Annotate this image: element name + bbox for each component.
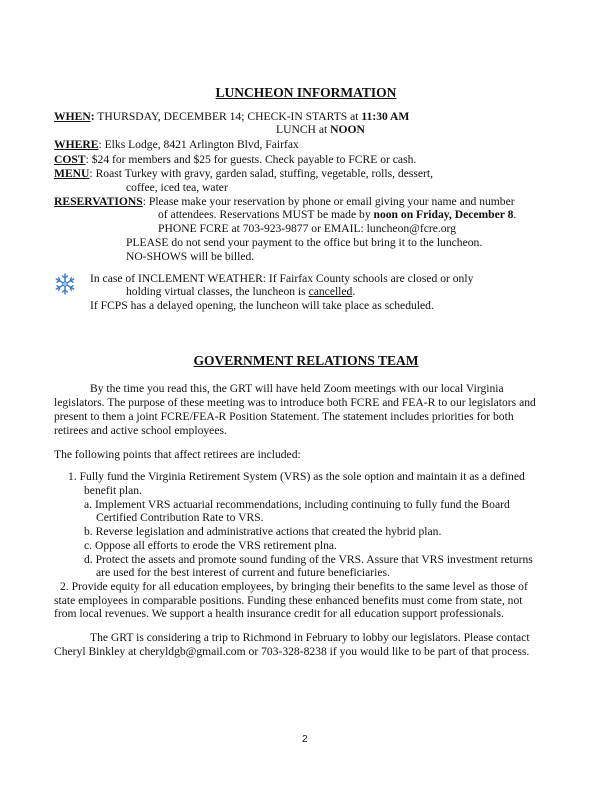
where-line: WHERE: Elks Lodge, 8421 Arlington Blvd, Fairfax xyxy=(54,138,299,151)
luncheon-heading: LUNCHEON INFORMATION xyxy=(215,85,397,100)
reservations-payment-note: PLEASE do not send your payment to the office but bring it to the luncheon. xyxy=(126,236,483,249)
snowflake-icon xyxy=(54,273,76,295)
when-text: THURSDAY, DECEMBER 14; CHECK-IN STARTS at xyxy=(97,110,362,123)
grt-para1-line1: By the time you read this, the GRT will have held Zoom meetings with our local Virginia xyxy=(90,382,504,395)
grt-para1-line3: present to them a joint FCRE/FEA-R Position Statement. The statement includes priorities for both xyxy=(54,410,514,423)
menu-line: MENU: Roast Turkey with gravy, garden salad, stuffing, vegetable, rolls, dessert, xyxy=(54,167,434,180)
weather-line-2 xyxy=(126,285,355,298)
lunch-text: LUNCH at xyxy=(276,123,331,136)
where-label: WHERE xyxy=(54,138,99,151)
cancelled-text: cancelled xyxy=(308,285,353,298)
weather-line2-text: holding virtual classes, the luncheon is xyxy=(126,285,309,298)
menu-label: MENU xyxy=(54,167,90,180)
lunch-time: NOON xyxy=(330,123,365,136)
when-label: WHEN xyxy=(54,110,91,123)
grt-last-line1: The GRT is considering a trip to Richmond in February to lobby our legislators. Please contact xyxy=(90,631,530,644)
points-intro: The following points that affect retirees are included: xyxy=(54,448,301,461)
item1-line2: benefit plan. xyxy=(84,484,142,497)
menu-line-2: coffee, iced tea, water xyxy=(126,181,228,194)
reservations-label: RESERVATIONS xyxy=(54,195,143,208)
checkin-time: 11:30 AM xyxy=(361,110,410,123)
lunch-time-line xyxy=(276,123,365,136)
sub-d-line1: d. Protect the assets and promote sound funding of the VRS. Assure that VRS investment returns xyxy=(84,553,533,566)
res-line2-end: . xyxy=(513,208,517,221)
page-number: 2 xyxy=(302,734,308,745)
grt-para1-line4: retirees and active school employees. xyxy=(54,424,227,437)
item2-line3: from local revenues. We support a health insurance credit for all education support professionals. xyxy=(54,607,504,620)
reservations-line: RESERVATIONS: Please make your reservation by phone or email giving your name and number xyxy=(54,195,515,208)
menu-text: Roast Turkey with gravy, garden salad, stuffing, vegetable, rolls, dessert, xyxy=(95,167,434,180)
grt-last-line2: Cheryl Binkley at cheryldgb@gmail.com or 703-328-8238 if you would like to be part of that process. xyxy=(54,645,530,658)
reservations-line-2 xyxy=(158,208,516,221)
weather-line2-end: . xyxy=(352,285,356,298)
where-text: Elks Lodge, 8421 Arlington Blvd, Fairfax xyxy=(104,138,299,151)
weather-line-1: In case of INCLEMENT WEATHER: If Fairfax County schools are closed or only xyxy=(90,272,474,285)
res-line2-text: of attendees. Reservations MUST be made by xyxy=(158,208,374,221)
weather-line-3: If FCPS has a delayed opening, the luncheon will take place as scheduled. xyxy=(90,299,434,312)
reservations-noshow-note: NO-SHOWS will be billed. xyxy=(126,250,255,263)
sub-a-line1: a. Implement VRS actuarial recommendations, including continuing to fully fund the Board xyxy=(84,498,510,511)
sub-d-line2: are used for the best interest of current and future beneficiaries. xyxy=(96,566,390,579)
item2-line2: state employees in comparable positions. Funding these enhanced benefits must come from state, not xyxy=(54,594,523,607)
grt-heading: GOVERNMENT RELATIONS TEAM xyxy=(193,353,419,368)
item2-line1: 2. Provide equity for all education employees, by bringing their benefits to the same level as those of xyxy=(60,580,528,593)
when-line: WHEN: THURSDAY, DECEMBER 14; CHECK-IN STARTS at 11:30 AM xyxy=(54,110,410,123)
sub-b: b. Reverse legislation and administrative actions that created the hybrid plan. xyxy=(84,525,442,538)
cost-text: $24 for members and $25 for guests. Check payable to FCRE or cash. xyxy=(91,153,417,166)
grt-para1-line2: legislators. The purpose of these meeting was to introduce both FCRE and FEA-R to our legislators and xyxy=(54,396,536,409)
item1-line1: 1. Fully fund the Virginia Retirement System (VRS) as the sole option and maintain it as a defined xyxy=(68,470,525,483)
sub-c: c. Oppose all efforts to erode the VRS retirement plna. xyxy=(84,539,337,552)
reservations-contact: PHONE FCRE at 703-923-9877 or EMAIL: luncheon@fcre.org xyxy=(158,222,457,235)
reservations-text: Please make your reservation by phone or email giving your name and number xyxy=(148,195,515,208)
cost-line: COST: $24 for members and $25 for guests. Check payable to FCRE or cash. xyxy=(54,153,417,166)
cost-label: COST xyxy=(54,153,86,166)
res-deadline: noon on Friday, December 8 xyxy=(373,208,514,221)
sub-a-line2: Certified Contribution Rate to VRS. xyxy=(96,511,264,524)
